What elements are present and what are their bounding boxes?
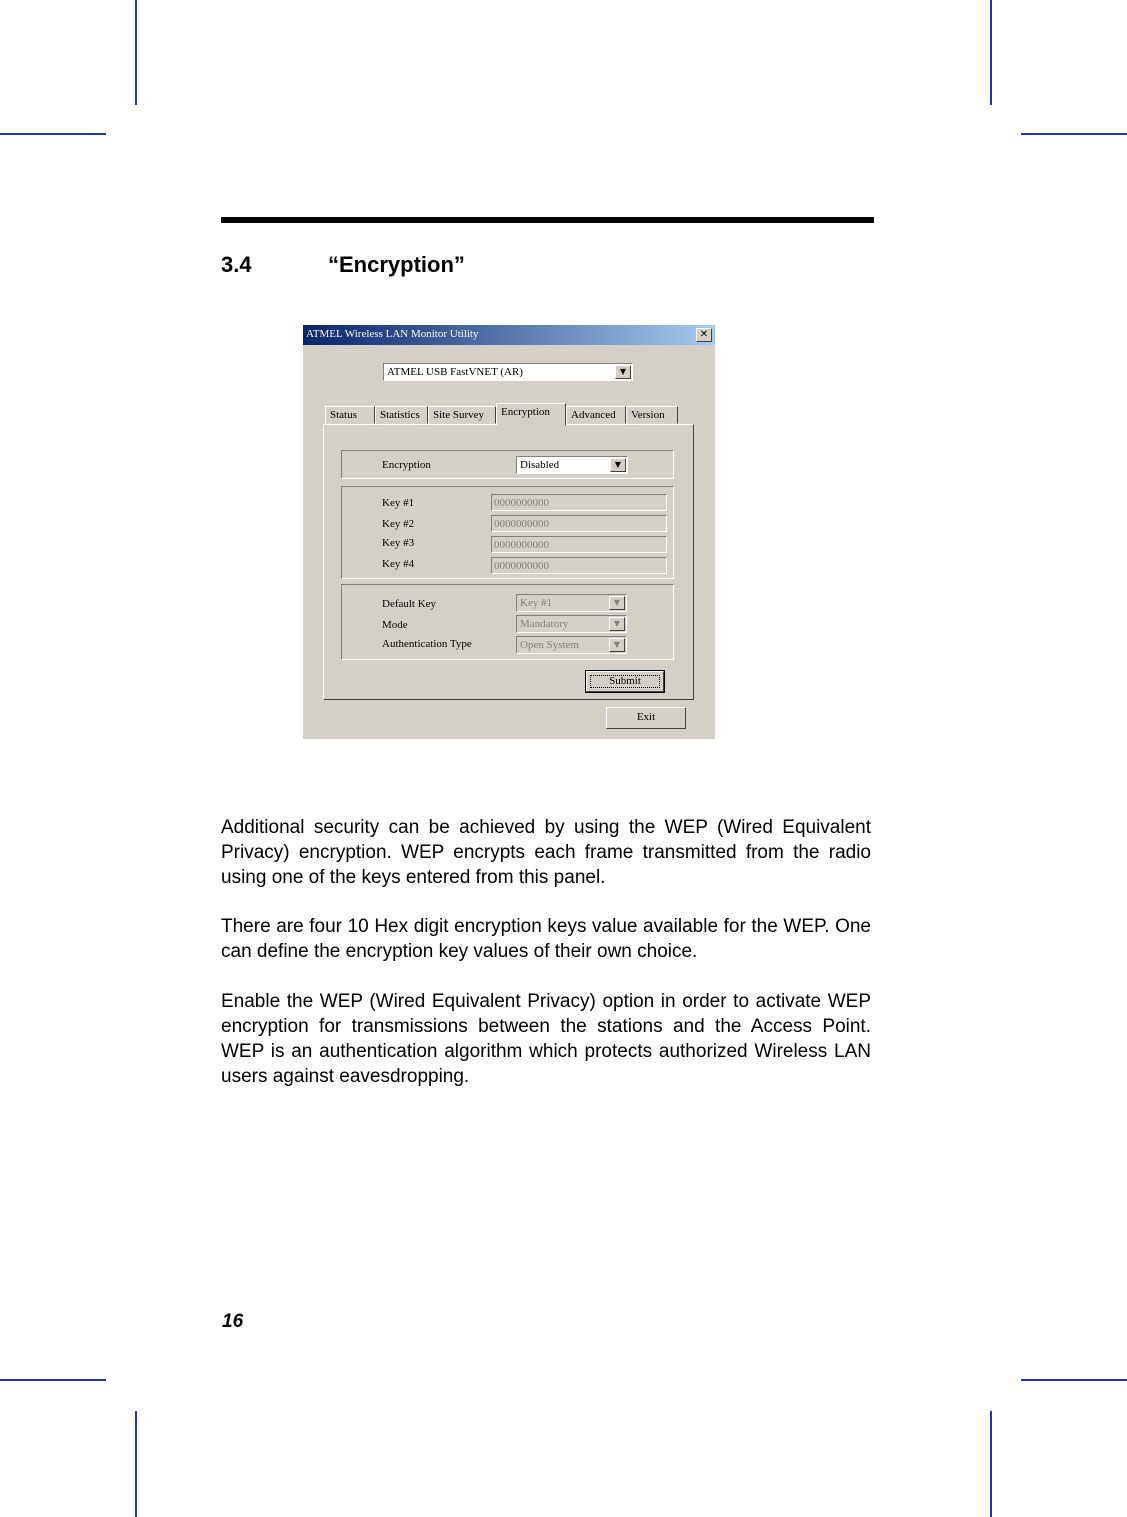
- encryption-label: Encryption: [382, 459, 431, 471]
- tab-version[interactable]: Version: [626, 406, 678, 424]
- crop-mark: [1021, 1379, 1127, 1381]
- close-button[interactable]: ✕: [696, 328, 712, 342]
- paragraph-enable-wep: Enable the WEP (Wired Equivalent Privacy) option in order to activate WEP encryption for transmissions between the stations and the Access Point. WEP is an authentication algorithm which protects authorized Wireless LAN users against eavesdropping.: [221, 991, 871, 1087]
- crop-mark: [1021, 133, 1127, 135]
- chevron-down-icon[interactable]: ▼: [609, 638, 625, 652]
- crop-mark: [990, 0, 992, 105]
- title-bar: [303, 325, 715, 345]
- keys-group: [341, 486, 674, 579]
- default-key-select[interactable]: [516, 594, 627, 612]
- encryption-value: Disabled: [520, 459, 560, 471]
- tab-status[interactable]: Status: [325, 406, 375, 424]
- mode-select[interactable]: [516, 615, 627, 633]
- tab-advanced[interactable]: Advanced: [566, 406, 626, 424]
- key-4-label: Key #4: [382, 558, 415, 570]
- key-4-value: 0000000000: [494, 560, 549, 572]
- key-3-value: 0000000000: [494, 539, 549, 551]
- key-2-field[interactable]: [491, 515, 667, 532]
- chevron-down-icon[interactable]: ▼: [610, 458, 626, 472]
- auth-type-select[interactable]: [516, 636, 627, 654]
- key-1-value: 0000000000: [494, 497, 549, 509]
- crop-mark: [990, 1411, 992, 1517]
- section-number: 3.4: [221, 252, 252, 277]
- submit-button[interactable]: [586, 671, 664, 692]
- paragraph-keys: There are four 10 Hex digit encryption keys value available for the WEP. One can define the encryption key values of their own choice.: [221, 916, 871, 962]
- exit-button[interactable]: [606, 707, 686, 729]
- key-1-field[interactable]: [491, 494, 667, 511]
- page-number: 16: [222, 1311, 244, 1332]
- key-3-label: Key #3: [382, 537, 415, 549]
- submit-label: Submit: [609, 675, 641, 687]
- section-title: “Encryption”: [328, 252, 465, 277]
- device-select[interactable]: [383, 363, 633, 381]
- key-2-label: Key #2: [382, 518, 415, 530]
- tab-statistics[interactable]: Statistics: [375, 406, 428, 424]
- chevron-down-icon[interactable]: ▼: [609, 596, 625, 610]
- key-3-field[interactable]: [491, 536, 667, 553]
- key-2-value: 0000000000: [494, 518, 549, 530]
- default-key-label: Default Key: [382, 598, 437, 610]
- tab-encryption[interactable]: Encryption: [496, 403, 566, 425]
- key-4-field[interactable]: [491, 557, 667, 574]
- encryption-select[interactable]: [516, 456, 628, 474]
- crop-mark: [0, 1379, 106, 1381]
- chevron-down-icon[interactable]: ▼: [609, 617, 625, 631]
- mode-label: Mode: [382, 619, 408, 631]
- monitor-utility-window: [303, 325, 715, 739]
- chevron-down-icon[interactable]: ▼: [615, 365, 631, 379]
- crop-mark: [135, 1411, 137, 1517]
- crop-mark: [135, 0, 137, 105]
- key-1-label: Key #1: [382, 497, 415, 509]
- device-value: ATMEL USB FastVNET (AR): [387, 366, 523, 378]
- tab-site-survey[interactable]: Site Survey: [428, 406, 496, 424]
- options-group: [341, 584, 674, 660]
- default-key-value: Key #1: [520, 597, 553, 609]
- header-rule: [221, 217, 874, 223]
- auth-type-label: Authentication Type: [382, 638, 472, 650]
- crop-mark: [0, 133, 106, 135]
- window-title: ATMEL Wireless LAN Monitor Utility: [306, 328, 479, 340]
- encryption-panel: [323, 424, 694, 700]
- paragraph-wep-intro: Additional security can be achieved by using the WEP (Wired Equivalent Privacy) encryption. WEP encrypts each frame transmitted from the radio using one of the keys entered from this panel.: [221, 817, 871, 888]
- mode-value: Mandatory: [520, 618, 569, 630]
- encryption-group: [341, 450, 674, 479]
- exit-label: Exit: [636, 711, 656, 723]
- auth-type-value: Open System: [520, 639, 579, 651]
